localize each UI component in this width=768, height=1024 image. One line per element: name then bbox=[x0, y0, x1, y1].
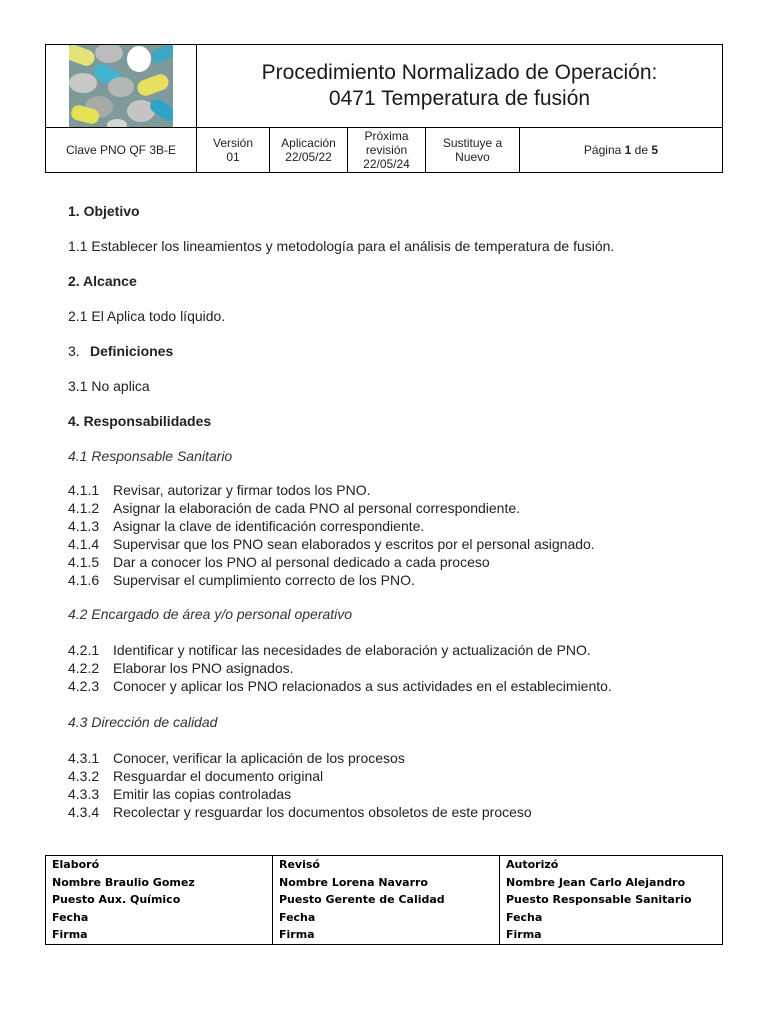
list-item: 4.3.4 Recolectar y resguardar los documentos obsoletos de este proceso bbox=[68, 804, 532, 820]
list-item: 4.3.2 Resguardar el documento original bbox=[68, 768, 324, 784]
autorizo-label: Autorizó bbox=[500, 856, 723, 874]
section-4-heading: 4. Responsabilidades bbox=[68, 413, 212, 429]
aplicacion-cell bbox=[270, 128, 348, 173]
aplicacion-value: 22/05/22 bbox=[285, 150, 332, 164]
elaboro-fecha: Fecha bbox=[46, 909, 273, 927]
subsection-4-2-list bbox=[68, 641, 728, 695]
section-2-text: 2.1 El Aplica todo líquido. bbox=[68, 308, 226, 324]
sustituye-value: Nuevo bbox=[455, 150, 490, 164]
sustituye-label: Sustituye a bbox=[442, 136, 503, 150]
list-item: 4.1.1 Revisar, autorizar y firmar todos los PNO. bbox=[68, 482, 371, 498]
elaboro-nombre: Nombre Braulio Gomez bbox=[46, 874, 273, 892]
table-row bbox=[46, 856, 723, 874]
section-2-heading: 2. Alcance bbox=[68, 273, 137, 289]
signature-table bbox=[45, 855, 723, 945]
section-3-number: 3. bbox=[68, 343, 80, 359]
aplicacion-label: Aplicación bbox=[281, 136, 336, 150]
list-item: 4.1.5 Dar a conocer los PNO al personal dedicado a cada proceso bbox=[68, 554, 490, 570]
pagina-of: de bbox=[634, 143, 649, 157]
sustituye-cell bbox=[426, 128, 520, 173]
subsection-4-3-title: 4.3 Dirección de calidad bbox=[68, 714, 218, 730]
section-1-text: 1.1 Establecer los lineamientos y metodología para el análisis de temperatura de fusión. bbox=[68, 238, 615, 254]
elaboro-puesto: Puesto Aux. Químico bbox=[46, 891, 273, 909]
list-item: 4.1.3 Asignar la clave de identificación correspondiente. bbox=[68, 518, 425, 534]
section-3-title: Definiciones bbox=[90, 343, 174, 359]
reviso-puesto: Puesto Gerente de Calidad bbox=[273, 891, 500, 909]
document-body bbox=[68, 203, 728, 821]
clave-cell: Clave PNO QF 3B-E bbox=[46, 128, 197, 173]
subsection-4-1-title: 4.1 Responsable Sanitario bbox=[68, 448, 233, 464]
logo-cell bbox=[46, 45, 197, 128]
proxima-label-1: Próxima bbox=[364, 129, 409, 143]
pagina-total: 5 bbox=[651, 143, 659, 157]
version-label: Versión bbox=[212, 136, 254, 150]
autorizo-nombre: Nombre Jean Carlo Alejandro bbox=[500, 874, 723, 892]
table-row bbox=[46, 891, 723, 909]
section-1-heading: 1. Objetivo bbox=[68, 203, 140, 219]
proxima-label-2: revisión bbox=[365, 143, 408, 157]
pagina-current: 1 bbox=[624, 143, 632, 157]
list-item: 4.2.2 Elaborar los PNO asignados. bbox=[68, 660, 294, 676]
document-header bbox=[45, 44, 723, 173]
table-row bbox=[46, 874, 723, 892]
list-item: 4.1.2 Asignar la elaboración de cada PNO al personal correspondiente. bbox=[68, 500, 521, 516]
autorizo-fecha: Fecha bbox=[500, 909, 723, 927]
list-item: 4.1.6 Supervisar el cumplimiento correcto de los PNO. bbox=[68, 572, 415, 588]
list-item: 4.3.3 Emitir las copias controladas bbox=[68, 786, 292, 802]
pagina-cell bbox=[520, 128, 723, 173]
table-row bbox=[46, 926, 723, 944]
title-line-1: Procedimiento Normalizado de Operación: bbox=[261, 61, 658, 84]
proxima-revision-cell bbox=[348, 128, 426, 173]
version-cell bbox=[197, 128, 270, 173]
table-row bbox=[46, 909, 723, 927]
list-item: 4.2.1 Identificar y notificar las necesidades de elaboración y actualización de PNO. bbox=[68, 642, 591, 658]
section-3-text: 3.1 No aplica bbox=[68, 378, 150, 394]
document-title bbox=[197, 45, 723, 128]
subsection-4-3-list bbox=[68, 749, 728, 821]
list-item: 4.3.1 Conocer, verificar la aplicación de los procesos bbox=[68, 750, 405, 766]
subsection-4-1-list bbox=[68, 481, 728, 589]
reviso-label: Revisó bbox=[273, 856, 500, 874]
reviso-firma: Firma bbox=[273, 926, 500, 944]
reviso-nombre: Nombre Lorena Navarro bbox=[273, 874, 500, 892]
pagina-label: Página bbox=[583, 143, 622, 157]
list-item: 4.1.4 Supervisar que los PNO sean elaborados y escritos por el personal asignado. bbox=[68, 536, 595, 552]
title-line-2: 0471 Temperatura de fusión bbox=[328, 87, 591, 110]
autorizo-firma: Firma bbox=[500, 926, 723, 944]
version-value: 01 bbox=[226, 150, 240, 164]
elaboro-firma: Firma bbox=[46, 926, 273, 944]
section-3-heading bbox=[68, 343, 728, 359]
proxima-value: 22/05/24 bbox=[363, 157, 410, 171]
list-item: 4.2.3 Conocer y aplicar los PNO relacionados a sus actividades en el establecimiento. bbox=[68, 678, 612, 694]
reviso-fecha: Fecha bbox=[273, 909, 500, 927]
elaboro-label: Elaboró bbox=[46, 856, 273, 874]
autorizo-puesto: Puesto Responsable Sanitario bbox=[500, 891, 723, 909]
pills-logo-image bbox=[69, 45, 173, 127]
subsection-4-2-title: 4.2 Encargado de área y/o personal operativo bbox=[68, 606, 353, 622]
